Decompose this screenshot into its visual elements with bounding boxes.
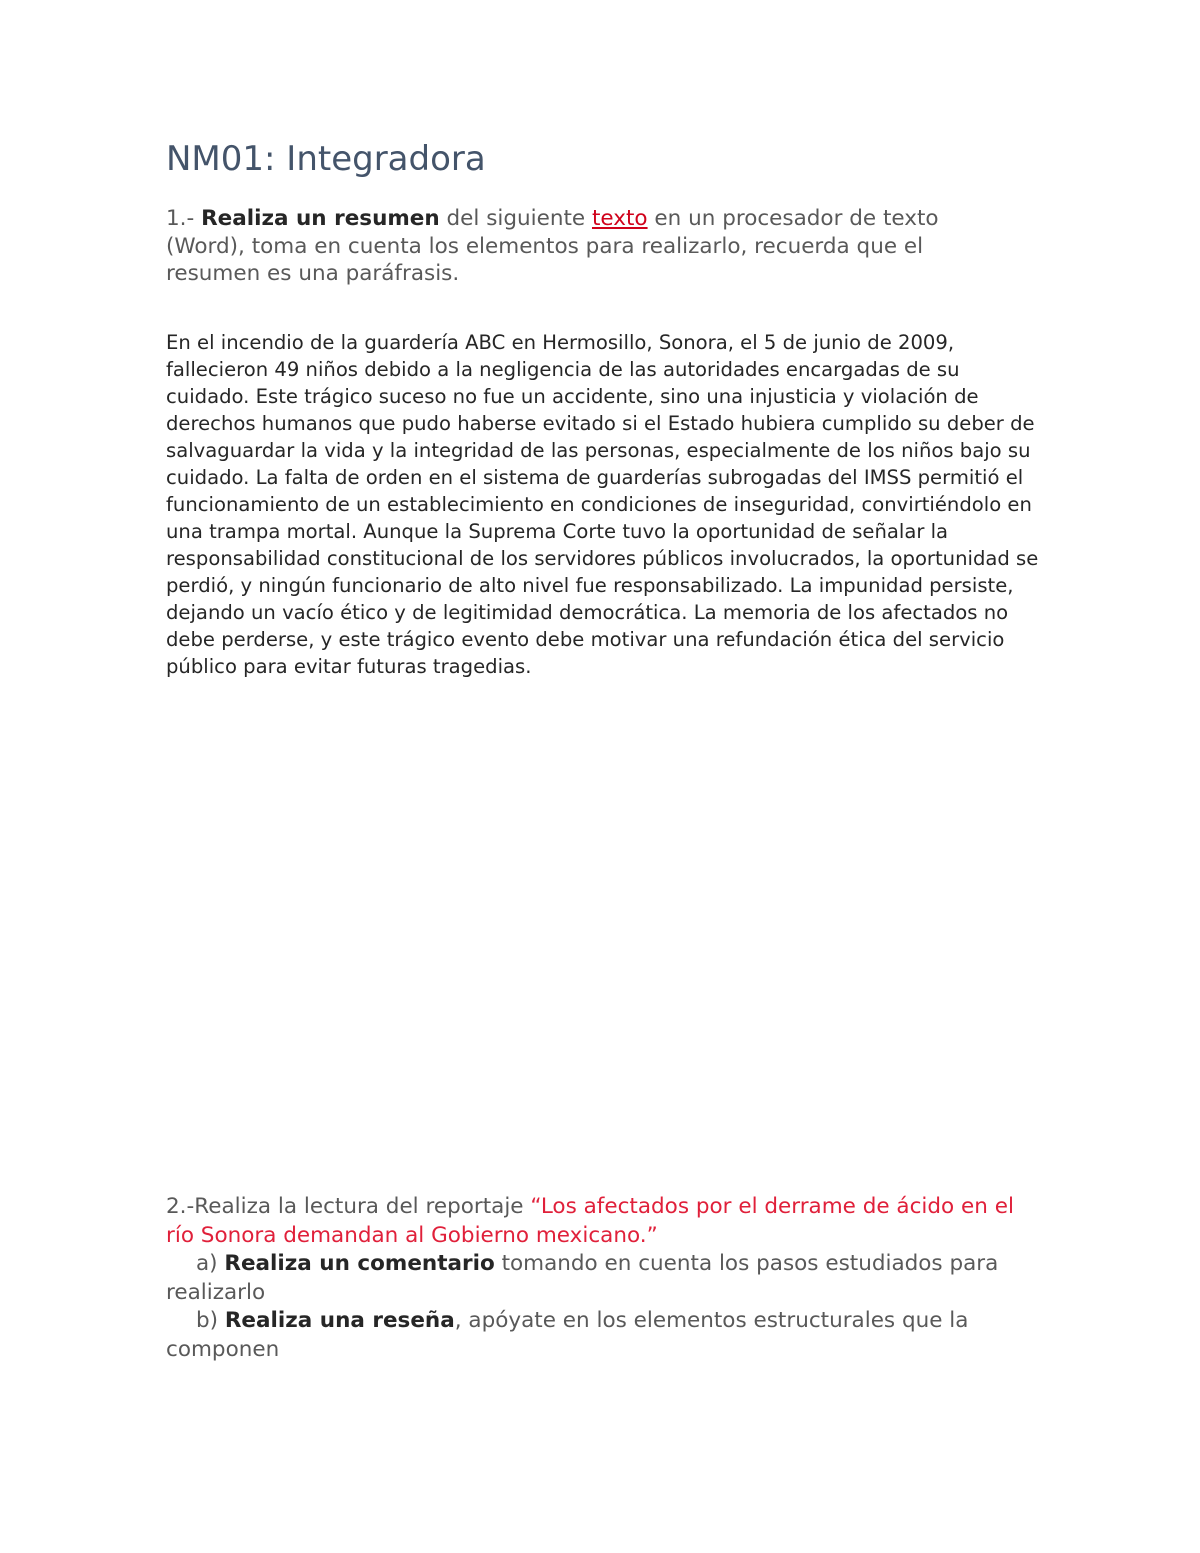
question-1-number: 1.- — [166, 206, 202, 231]
question-2-item-b — [166, 1307, 1046, 1364]
question-2 — [166, 1193, 1046, 1364]
question-1-text-continued: en un procesador de texto (Word), toma en cuenta los elementos para realizarlo, recuerda que el resumen es una paráfrasis. — [166, 206, 939, 286]
question-2-intro — [166, 1193, 1046, 1250]
question-1 — [166, 205, 1006, 288]
item-a-instruction: Realiza un comentario — [224, 1251, 495, 1276]
item-a-label: a) — [196, 1251, 225, 1276]
item-b-label: b) — [196, 1308, 225, 1333]
question-2-intro-text: 2.-Realiza la lectura del reportaje — [166, 1194, 531, 1219]
question-2-item-a — [166, 1250, 1046, 1307]
item-b-text: , apóyate en los elementos estructurales que la componen — [166, 1308, 969, 1362]
question-1-text: del siguiente — [439, 206, 592, 231]
texto-link[interactable]: texto — [591, 206, 648, 231]
question-1-instruction: Realiza un resumen — [201, 206, 440, 231]
summary-passage: En el incendio de la guardería ABC en Hermosillo, Sonora, el 5 de junio de 2009, fallecieron 49 niños debido a la negligencia de las autoridades encargadas de su cuidado. Este trágico suceso no fue un accidente, sino una injusticia y violación de derechos humanos que pudo haberse evitado si el Estado hubiera cumplido su deber de salvaguardar la vida y la integridad de las personas, especialmente de los niños bajo su cuidado. La falta de orden en el sistema de guarderías subrogadas del IMSS permitió el funcionamiento de un establecimiento en condiciones de inseguridad, convirtiéndolo en una trampa mortal. Aunque la Suprema Corte tuvo la oportunidad de señalar la responsabilidad constitucional de los servidores públicos involucrados, la oportunidad se perdió, y ningún funcionario de alto nivel fue responsabilizado. La impunidad persiste, dejando un vacío ético y de legitimidad democrática. La memoria de los afectados no debe perderse, y este trágico evento debe motivar una refundación ética del servicio público para evitar futuras tragedias. — [166, 331, 1039, 678]
document-title: NM01: Integradora — [166, 139, 486, 179]
report-title: “Los afectados por el derrame de ácido en el río Sonora demandan al Gobierno mexicano.” — [166, 1194, 1014, 1248]
item-b-instruction: Realiza una reseña — [224, 1308, 455, 1333]
item-a-text: tomando en cuenta los pasos estudiados para realizarlo — [166, 1251, 999, 1305]
